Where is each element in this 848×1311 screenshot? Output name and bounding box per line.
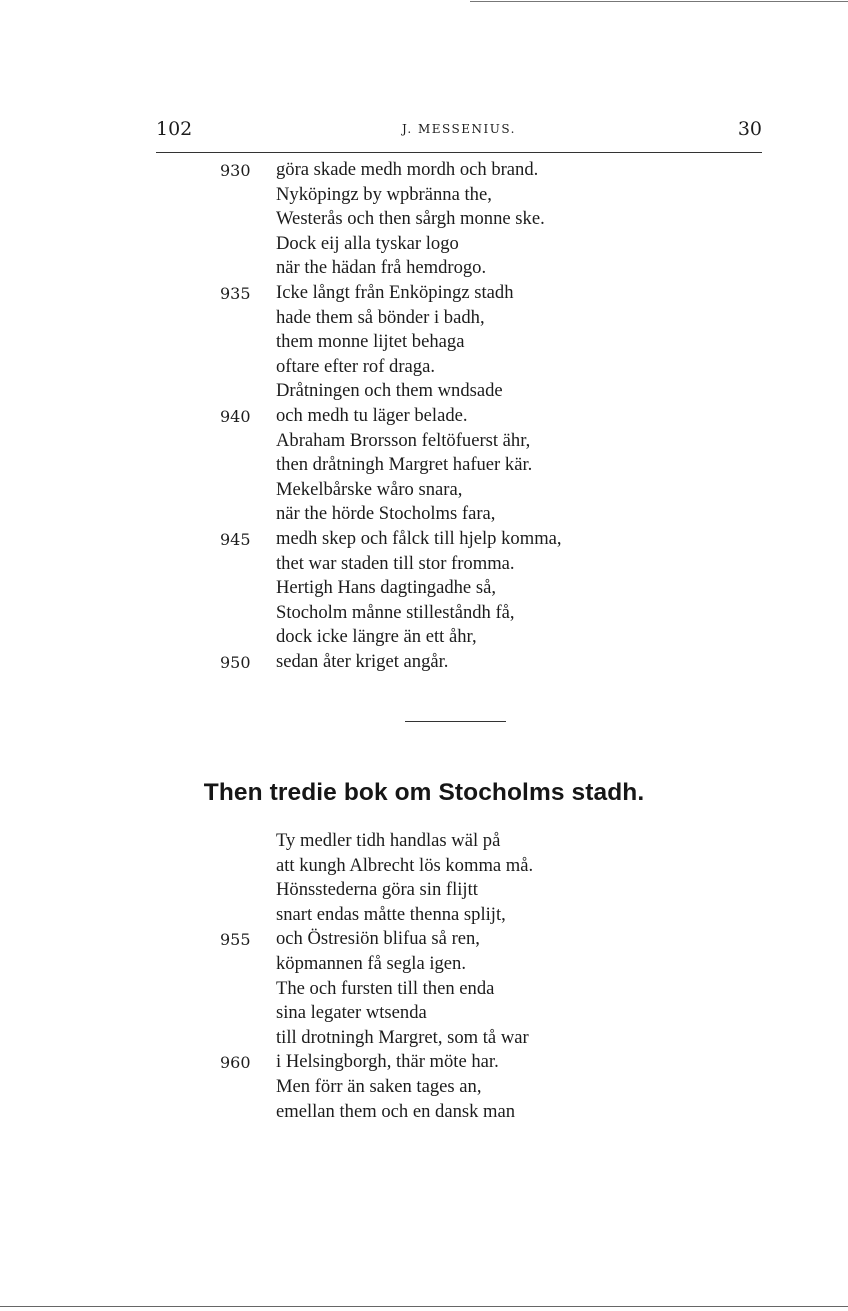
- verse-line: [220, 502, 680, 527]
- verse-line-text: dock icke längre än ett åhr,: [276, 626, 477, 648]
- verse-line: [220, 576, 680, 601]
- verse-line: [220, 355, 680, 380]
- verse-line-number: 950: [220, 652, 251, 672]
- verse-block-after: [220, 829, 680, 1124]
- verse-line: [220, 625, 680, 650]
- verse-line: [220, 854, 680, 879]
- verse-line: [220, 232, 680, 257]
- running-title: J. MESSENIUS.: [401, 122, 516, 136]
- verse-line: [220, 1001, 680, 1026]
- verse-line-text: The och fursten till then enda: [276, 977, 495, 999]
- verse-line: [220, 527, 680, 552]
- verse-block-before: [220, 158, 680, 674]
- verse-line-text: Abraham Brorsson feltöfuerst ähr,: [276, 429, 531, 451]
- verse-line: [220, 256, 680, 281]
- verse-line-text: Ty medler tidh handlas wäl på: [276, 830, 501, 851]
- verse-line: [220, 281, 680, 306]
- verse-line: [220, 601, 680, 626]
- verse-line: [220, 453, 680, 478]
- verse-line-number: 935: [220, 283, 251, 303]
- verse-line-text: göra skade medh mordh och brand.: [276, 159, 539, 180]
- verse-line-text: Hertigh Hans dagtingadhe så,: [276, 577, 496, 599]
- verse-line-text: Hönsstederna göra sin flijtt: [276, 879, 478, 901]
- verse-line: [220, 429, 680, 454]
- verse-line-text: Dråtningen och them wndsade: [276, 380, 503, 402]
- page-number: 102: [156, 118, 193, 140]
- verse-line: [220, 927, 680, 952]
- verse-line-text: them monne lijtet behaga: [276, 331, 465, 353]
- verse-line-number: 940: [220, 406, 251, 426]
- verse-line-number: 945: [220, 529, 251, 549]
- verse-line-number: 955: [220, 930, 251, 950]
- top-edge-rule: [470, 1, 848, 2]
- verse-line: [220, 829, 680, 854]
- verse-line-text: köpmannen få segla igen.: [276, 952, 467, 974]
- verse-line-text: i Helsingborgh, thär möte har.: [276, 1051, 499, 1073]
- verse-line: [220, 878, 680, 903]
- verse-line-text: Mekelbårske wåro snara,: [276, 478, 463, 500]
- verse-line-text: Stocholm månne stilleståndh få,: [276, 601, 515, 623]
- verse-line-text: sedan åter kriget angår.: [276, 650, 449, 672]
- verse-line: [220, 404, 680, 429]
- verse-line: [220, 379, 680, 404]
- verse-line-text: Westerås och then sårgh monne ske.: [276, 208, 545, 230]
- verse-line-text: när the hörde Stocholms fara,: [276, 503, 496, 525]
- verse-line: [220, 158, 680, 183]
- verse-line-text: när the hädan frå hemdrogo.: [276, 257, 487, 279]
- page-header: [156, 118, 762, 146]
- verse-line-text: Dock eij alla tyskar logo: [276, 232, 459, 254]
- verse-line-text: Icke långt från Enköpingz stadh: [276, 281, 514, 303]
- verse-line: [220, 1075, 680, 1100]
- verse-line: [220, 977, 680, 1002]
- verse-line: [220, 650, 680, 675]
- verse-line: [220, 903, 680, 928]
- bottom-edge-rule: [0, 1306, 848, 1307]
- verse-line: [220, 306, 680, 331]
- verse-line: [220, 952, 680, 977]
- verse-line-text: Nyköpingz by wpbränna the,: [276, 183, 492, 205]
- verse-line: [220, 1026, 680, 1051]
- verse-line-text: snart endas måtte thenna splijt,: [276, 903, 506, 925]
- verse-line-text: Men förr än saken tages an,: [276, 1075, 482, 1097]
- verse-line-text: medh skep och fålck till hjelp komma,: [276, 527, 562, 549]
- verse-line-number: 960: [220, 1053, 251, 1073]
- verse-line-text: till drotningh Margret, som tå war: [276, 1026, 529, 1048]
- section-heading: Then tredie bok om Stocholms stadh.: [203, 779, 645, 806]
- verse-line: [220, 330, 680, 355]
- verse-line-text: oftare efter rof draga.: [276, 355, 435, 377]
- verse-line: [220, 1050, 680, 1075]
- verse-line-text: och Östresiön blifua så ren,: [276, 928, 480, 950]
- verse-line: [220, 478, 680, 503]
- verse-line-text: then dråtningh Margret hafuer kär.: [276, 454, 533, 476]
- verse-line-text: thet war staden till stor fromma.: [276, 552, 515, 574]
- verse-line-text: att kungh Albrecht lös komma må.: [276, 854, 534, 876]
- verse-line-text: emellan them och en dansk man: [276, 1100, 516, 1122]
- section-divider: [405, 721, 506, 722]
- verse-line-text: hade them så bönder i badh,: [276, 306, 485, 328]
- verse-line: [220, 183, 680, 208]
- verse-line: [220, 207, 680, 232]
- verse-line-number: 930: [220, 161, 251, 180]
- verse-line: [220, 1100, 680, 1125]
- header-rule: [156, 152, 762, 153]
- verse-line-text: och medh tu läger belade.: [276, 404, 468, 426]
- section-number: 30: [737, 118, 762, 140]
- verse-line-text: sina legater wtsenda: [276, 1002, 427, 1024]
- verse-line: [220, 552, 680, 577]
